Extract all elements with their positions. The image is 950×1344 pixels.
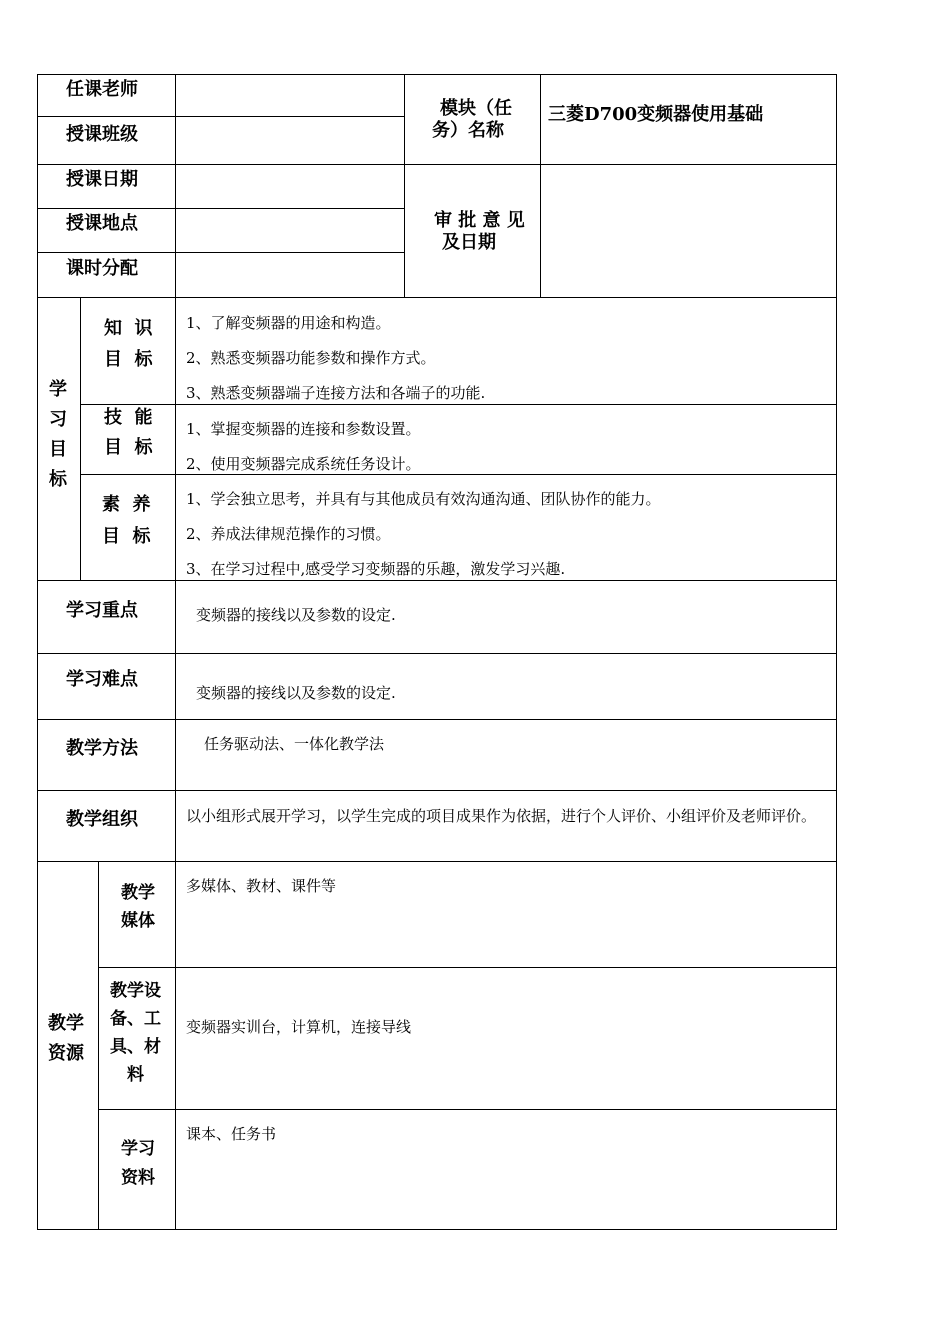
method-label: 教学方法 [66, 738, 138, 759]
knowledge-item: 1、了解变频器的用途和构造。 [186, 314, 391, 332]
objectives-section-char: 习 [49, 409, 67, 430]
objectives-section-char: 目 [49, 439, 67, 460]
media-value: 多媒体、教材、课件等 [186, 877, 337, 895]
knowledge-label-line2: 目 标 [104, 349, 153, 370]
materials-label-line1: 学习 [121, 1139, 155, 1159]
equipment-label-line2: 备、工 [110, 1009, 161, 1029]
key-points-value: 变频器的接线以及参数的设定. [196, 606, 396, 624]
difficulties-label: 学习难点 [66, 669, 138, 690]
organization-label: 教学组织 [66, 809, 138, 830]
materials-value: 课本、任务书 [186, 1125, 277, 1143]
approval-label-line2: 及日期 [442, 232, 496, 253]
knowledge-item: 3、熟悉变频器端子连接方法和各端子的功能. [186, 384, 486, 402]
hours-label: 课时分配 [66, 258, 138, 279]
quality-item: 3、在学习过程中,感受学习变频器的乐趣，激发学习兴趣. [186, 560, 566, 578]
skill-label-line1: 技 能 [104, 407, 153, 428]
difficulties-value: 变频器的接线以及参数的设定. [196, 684, 396, 702]
class-label: 授课班级 [66, 124, 138, 145]
skill-label-line2: 目 标 [104, 437, 153, 458]
knowledge-label-line1: 知 识 [104, 318, 153, 339]
quality-item: 1、学会独立思考，并具有与其他成员有效沟通沟通、团队协作的能力。 [186, 490, 661, 508]
objectives-section-label [46, 375, 70, 495]
quality-label-line1: 素 养 [102, 494, 151, 515]
equipment-label-line1: 教学设 [110, 981, 161, 1001]
method-value: 任务驱动法、一体化教学法 [204, 735, 385, 753]
skill-item: 1、掌握变频器的连接和参数设置。 [186, 420, 421, 438]
teacher-label: 任课老师 [66, 79, 138, 100]
knowledge-item: 2、熟悉变频器功能参数和操作方式。 [186, 349, 436, 367]
media-label-line1: 教学 [121, 883, 155, 903]
skill-item: 2、使用变频器完成系统任务设计。 [186, 455, 421, 473]
equipment-value: 变频器实训台，计算机，连接导线 [186, 1018, 412, 1036]
objectives-section-char: 学 [49, 379, 67, 400]
objectives-section-char: 标 [49, 469, 67, 490]
materials-label-line2: 资料 [121, 1168, 155, 1188]
quality-item: 2、养成法律规范操作的习惯。 [186, 525, 391, 543]
module-value: 三菱D700变频器使用基础 [548, 104, 764, 125]
module-label-line1: 模块（任 [440, 98, 512, 119]
approval-label-line1: 审 批 意 见 [434, 210, 525, 231]
equipment-label-line4: 料 [127, 1065, 144, 1085]
equipment-label-line3: 具、材 [110, 1037, 161, 1057]
quality-label-line2: 目 标 [102, 526, 151, 547]
organization-value: 以小组形式展开学习，以学生完成的项目成果作为依据，进行个人评价、小组评价及老师评价。 [186, 807, 817, 825]
location-label: 授课地点 [66, 213, 138, 234]
resources-section-line1: 教学 [48, 1013, 84, 1034]
module-label-line2: 务）名称 [432, 120, 504, 141]
media-label-line2: 媒体 [121, 911, 155, 931]
resources-section-line2: 资源 [48, 1043, 84, 1064]
date-label: 授课日期 [66, 169, 138, 190]
key-points-label: 学习重点 [66, 600, 138, 621]
